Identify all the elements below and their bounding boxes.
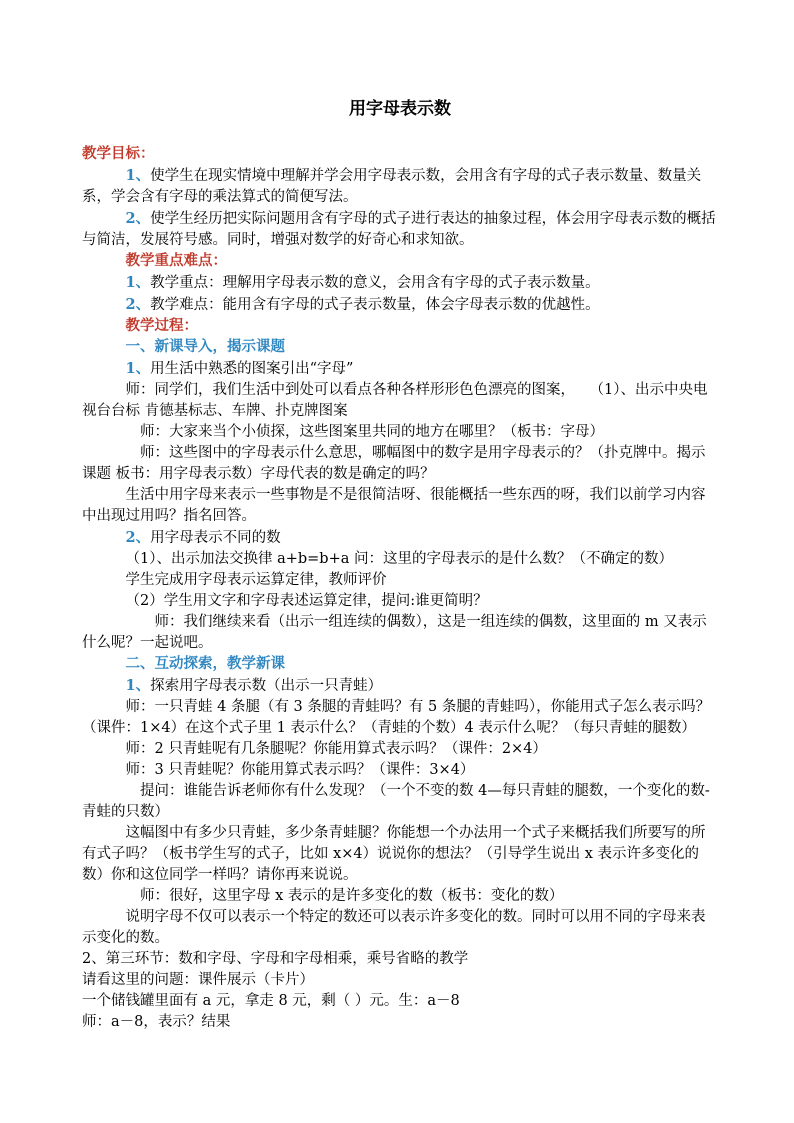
paragraph: 师：a－8，表示？结果 — [82, 1014, 231, 1030]
paragraph: （1）、出示加法交换律 a+b=b+a 问：这里的字母表示的是什么数？（不确定的数） — [125, 551, 673, 567]
paragraph: 学生完成用字母表示运算定律，教师评价 — [125, 572, 387, 588]
paragraph: 师：同学们，我们生活中到处可以看点各种各样形形色色漂亮的图案， （1）、出示中央电视台台标 肯德基标志、车牌、扑克牌图案 — [82, 382, 708, 419]
paragraph: 提问：谁能告诉老师你有什么发现？（一个不变的数 4—每只青蛙的腿数，一个变化的数-青蛙的只数） — [82, 783, 710, 820]
key-points-heading: 教学重点难点： — [125, 253, 227, 269]
paragraph: 生活中用字母来表示一些事物是不是很简洁呀、很能概括一些东西的呀，我们以前学习内容中出现过用吗？指名回答。 — [82, 487, 706, 524]
teaching-goals-heading: 教学目标： — [82, 146, 155, 162]
document-page — [82, 92, 718, 1033]
paragraph: 师：2 只青蛙呢有几条腿呢？你能用算式表示吗？（课件：2×4） — [125, 741, 547, 757]
paragraph: 师：这些图中的字母表示什么意思，哪幅图中的数字是用字母表示的？（扑克牌中。揭示课题 板书：用字母表示数）字母代表的数是确定的吗？ — [82, 445, 706, 482]
process-heading: 教学过程： — [125, 318, 198, 334]
paragraph: 这幅图中有多少只青蛙，多少条青蛙腿？你能想一个办法用一个式子来概括我们所要写的所有式子吗？（板书学生写的式子，比如 x×4）说说你的想法？（引导学生说出 x 表示许多变化的数）你和这位同学一样吗？请你再来说说。 — [82, 825, 706, 883]
goal-item-1: 1、使学生在现实情境中理解并学会用字母表示数，会用含有字母的式子表示数量、数量关系，学会含有字母的乘法算式的简便写法。 — [82, 167, 702, 205]
paragraph: 师：很好，这里字母 x 表示的是许多变化的数（板书：变化的数） — [140, 888, 564, 904]
section-2-heading: 二、互动探索，教学新课 — [125, 656, 285, 672]
paragraph: 一个储钱罐里面有 a 元，拿走 8 元，剩（ ）元。生：a－8 — [82, 993, 460, 1009]
section-1-item-2: 2、用字母表示不同的数 — [125, 529, 281, 546]
paragraph: 师：大家来当个小侦探，这些图案里共同的地方在哪里？（板书：字母） — [140, 424, 604, 440]
goal-item-2: 2、使学生经历把实际问题用含有字母的式子进行表达的抽象过程，体会用字母表示数的概括与简洁，发展符号感。同时，增强对数学的好奇心和求知欲。 — [82, 210, 716, 248]
key-item-2: 2、教学难点：能用含有字母的式子表示数量，体会字母表示数的优越性。 — [125, 296, 600, 313]
page-title: 用字母表示数 — [349, 99, 451, 119]
paragraph: 师：3 只青蛙呢？你能用算式表示吗？（课件：3×4） — [125, 762, 475, 778]
paragraph: 请看这里的问题：课件展示（卡片） — [82, 972, 314, 988]
paragraph: 师：我们继续来看（出示一组连续的偶数），这是一组连续的偶数，这里面的 m 又表示什么呢？一起说吧。 — [82, 614, 707, 651]
key-item-1: 1、教学重点：理解用字母表示数的意义，会用含有字母的式子表示数量。 — [125, 274, 600, 291]
section-1-heading: 一、新课导入，揭示课题 — [125, 339, 285, 355]
section-1-item-1: 1、用生活中熟悉的图案引出“字母” — [125, 360, 354, 377]
paragraph: 2、第三环节：数和字母、字母和字母相乘，乘号省略的教学 — [82, 951, 469, 967]
paragraph: （2）学生用文字和字母表述运算定律，提问:谁更简明？ — [125, 593, 488, 609]
paragraph: 师：一只青蛙 4 条腿（有 3 条腿的青蛙吗？有 5 条腿的青蛙吗），你能用式子怎么表示吗？（课件：1×4）在这个式子里 1 表示什么？（青蛙的个数）4 表示什么呢？（每只青蛙的腿数） — [82, 699, 711, 736]
section-2-item-1: 1、探索用字母表示数（出示一只青蛙） — [125, 677, 383, 694]
paragraph: 说明字母不仅可以表示一个特定的数还可以表示许多变化的数。同时可以用不同的字母来表示变化的数。 — [82, 909, 706, 946]
